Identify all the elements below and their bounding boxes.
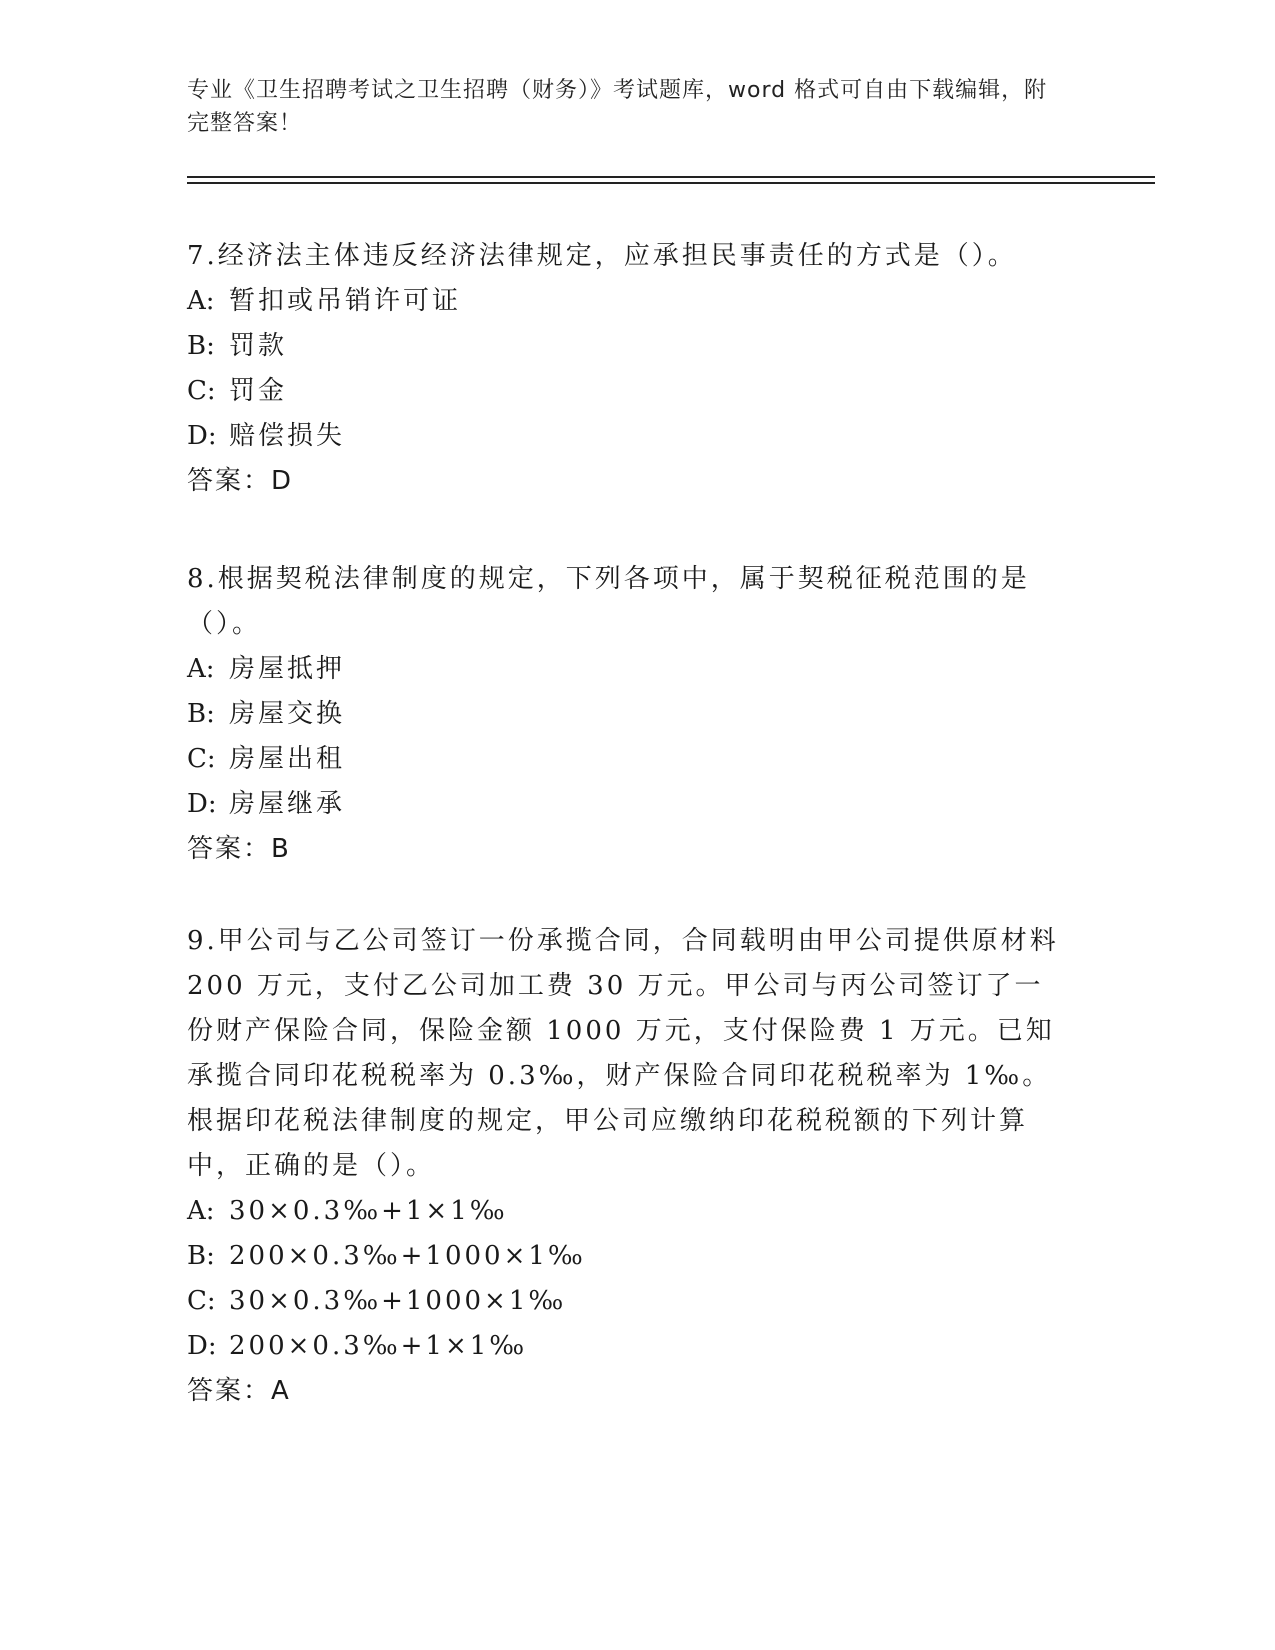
option-text: 房屋出租 [229,744,346,774]
option-text: 暂扣或吊销许可证 [229,286,462,316]
header-divider-top [187,176,1155,178]
option-c [187,369,1072,414]
document-header: 专业《卫生招聘考试之卫生招聘（财务）》考试题库，word 格式可自由下载编辑，附完整答案！ [187,78,1048,136]
option-d [187,1324,1072,1369]
question-stem: 8.根据契税法律制度的规定，下列各项中，属于契税征税范围的是（）。 [187,564,1030,639]
option-text: 30×0.3‰+1×1‰ [229,1196,508,1226]
option-key: D: [187,1331,217,1361]
option-text: 罚款 [229,331,288,361]
option-b [187,692,1072,737]
option-text: 200×0.3‰+1×1‰ [229,1331,528,1361]
option-a [187,647,1072,692]
question-stem: 7.经济法主体违反经济法律规定，应承担民事责任的方式是（）。 [187,241,1017,271]
option-text: 房屋继承 [229,789,346,819]
option-key: D: [187,421,217,451]
option-key: B: [187,331,215,361]
option-c [187,1279,1072,1324]
option-text: 赔偿损失 [229,421,346,451]
option-d [187,782,1072,827]
option-text: 房屋抵押 [229,654,346,684]
question-8 [187,557,1072,872]
option-key: A: [187,654,215,684]
option-key: B: [187,1241,215,1271]
answer-line: 答案：B [187,834,291,864]
option-text: 200×0.3‰+1000×1‰ [229,1241,586,1271]
answer-line: 答案：D [187,466,294,496]
option-text: 30×0.3‰+1000×1‰ [229,1286,567,1316]
option-text: 房屋交换 [229,699,346,729]
question-9 [187,919,1072,1414]
option-key: C: [187,376,216,406]
option-key: C: [187,1286,216,1316]
option-a [187,1189,1072,1234]
question-stem: 9.甲公司与乙公司签订一份承揽合同，合同载明由甲公司提供原材料 200 万元，支付乙公司加工费 30 万元。甲公司与丙公司签订了一份财产保险合同，保险金额 1000 万元，支付保险费 1 万元。已知承揽合同印花税税率为 0.3‰，财产保险合同印花税税率为 1‰。根据印花税法律制度的规定，甲公司应缴纳印花税税额的下列计算中，正确的是（）。 [187,926,1059,1181]
option-a [187,279,1072,324]
option-key: A: [187,286,215,316]
option-c [187,737,1072,782]
option-key: B: [187,699,215,729]
option-text: 罚金 [229,376,288,406]
option-key: C: [187,744,216,774]
option-b [187,1234,1072,1279]
option-d [187,414,1072,459]
question-7 [187,234,1072,504]
header-divider-bottom [187,182,1155,184]
answer-line: 答案：A [187,1376,291,1406]
option-key: A: [187,1196,215,1226]
option-b [187,324,1072,369]
option-key: D: [187,789,217,819]
